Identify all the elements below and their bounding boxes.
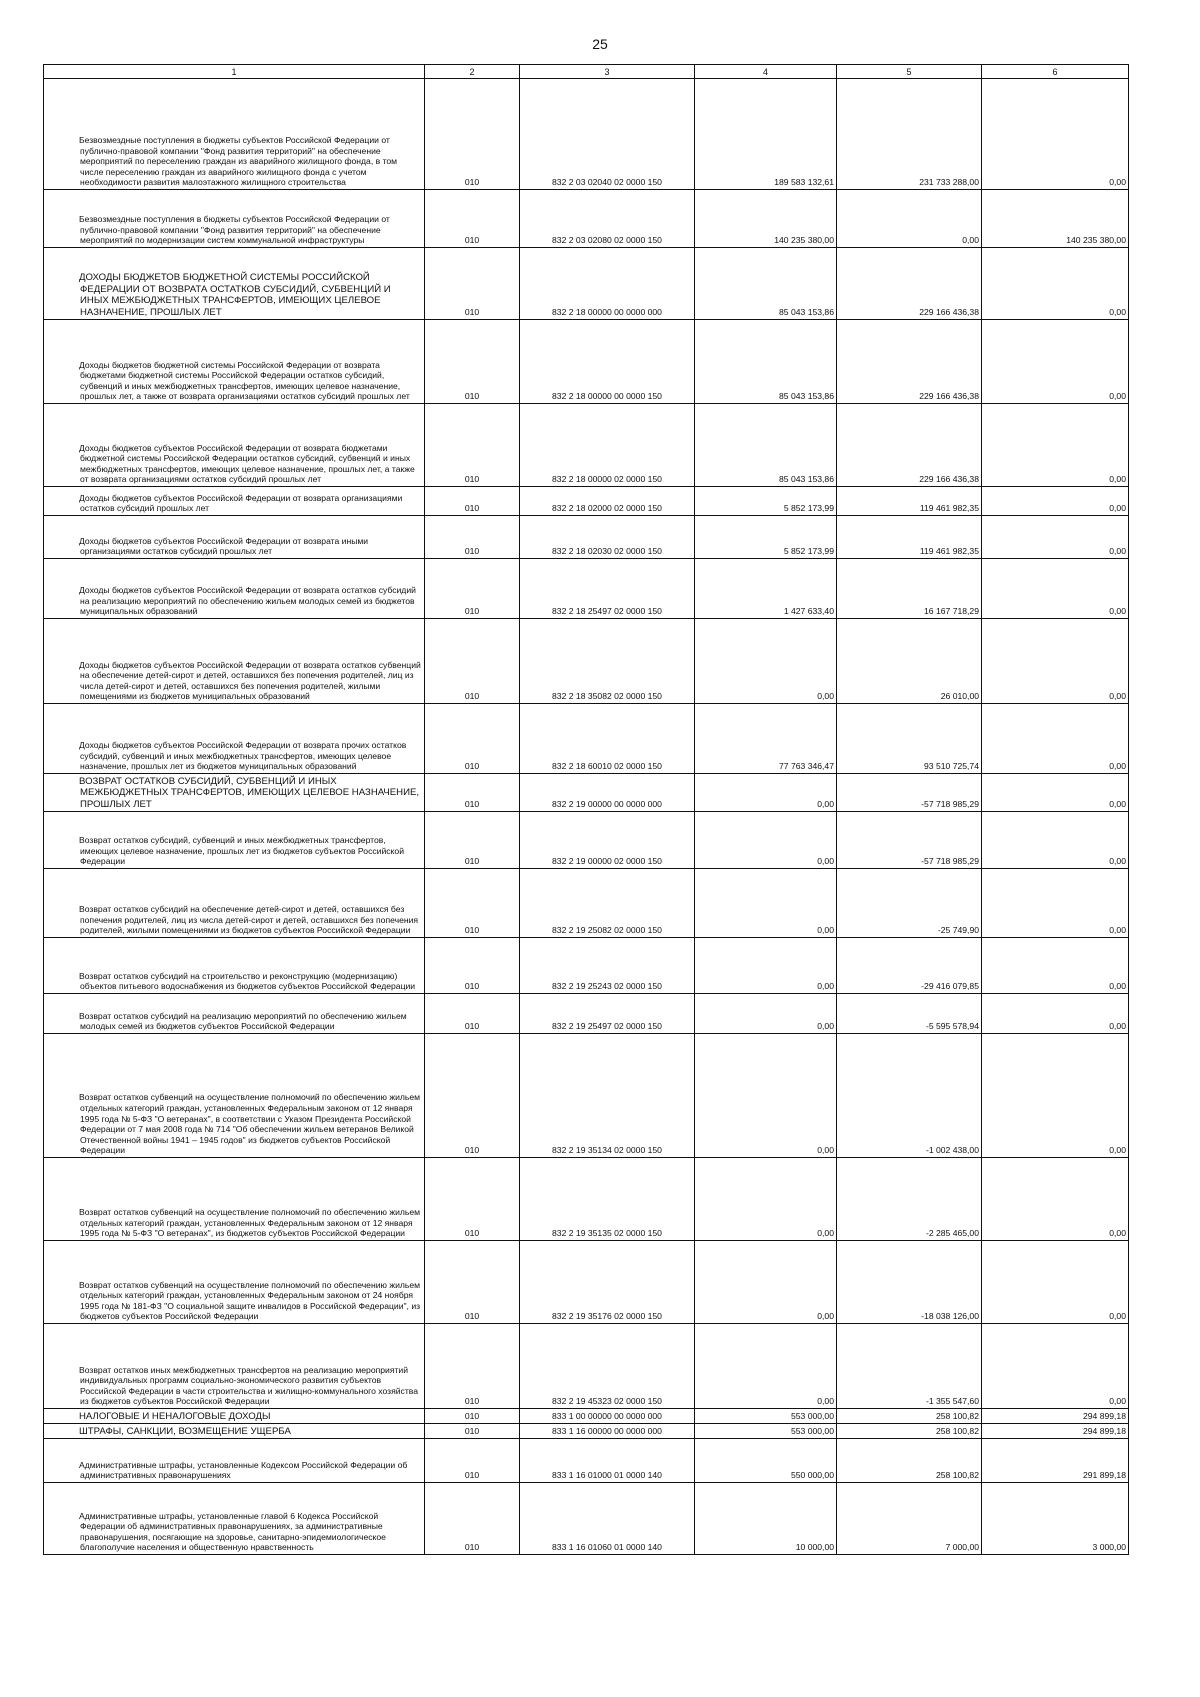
row-name-cell [44, 487, 425, 516]
row-value-col6: 0,00 [982, 619, 1129, 704]
column-header: 3 [520, 65, 695, 79]
row-name: Безвозмездные поступления в бюджеты субъектов Российской Федерации от публично-правовой компании "Фонд развития территорий" на обеспечение мероприятий по переселению граждан из аварийного жилищного фонда, в том числе переселению граждан из аварийного жилищного фонда с учетом необходимости развития малоэтажного жилищного строительства [79, 135, 398, 188]
row-code: 010 [425, 404, 520, 487]
row-value-col4: 0,00 [695, 1034, 837, 1158]
row-value-col5: 229 166 436,38 [837, 248, 982, 320]
row-name-cell [44, 812, 425, 869]
row-value-col4: 553 000,00 [695, 1424, 837, 1439]
row-value-col6: 294 899,18 [982, 1409, 1129, 1424]
row-code: 010 [425, 994, 520, 1034]
table-row [44, 79, 1129, 190]
row-value-col4: 0,00 [695, 1241, 837, 1324]
row-kbk: 833 1 16 01000 01 0000 140 [520, 1439, 695, 1483]
row-name-cell [44, 1439, 425, 1483]
row-kbk: 832 2 18 25497 02 0000 150 [520, 559, 695, 619]
row-kbk: 833 1 16 01060 01 0000 140 [520, 1483, 695, 1555]
row-value-col4: 0,00 [695, 812, 837, 869]
table-row [44, 1158, 1129, 1241]
row-kbk: 832 2 18 02000 02 0000 150 [520, 487, 695, 516]
row-name-cell [44, 994, 425, 1034]
row-code: 010 [425, 774, 520, 812]
row-code: 010 [425, 1324, 520, 1409]
row-name: Возврат остатков субвенций на осуществление полномочий по обеспечению жильем отдельных категорий граждан, установленных Федеральным законом от 12 января 1995 года № 5-ФЗ "О ветеранах", в соответствии с Указом Президента Российской Федерации от 7 мая 2008 года № 714 "Об обеспечении жильем ветеранов Великой Отечественной войны 1941 – 1945 годов" из бюджетов субъектов Российской Федерации [79, 1092, 421, 1156]
column-header: 5 [837, 65, 982, 79]
table-row [44, 248, 1129, 320]
row-value-col4: 77 763 346,47 [695, 704, 837, 774]
table-row [44, 1409, 1129, 1424]
row-value-col5: 7 000,00 [837, 1483, 982, 1555]
row-name: Возврат остатков субвенций на осуществление полномочий по обеспечению жильем отдельных категорий граждан, установленных Федеральным законом от 12 января 1995 года № 5-ФЗ "О ветеранах", из бюджетов субъектов Российской Федерации [79, 1207, 421, 1239]
row-name: Доходы бюджетов бюджетной системы Российской Федерации от возврата бюджетами бюджетной системы Российской Федерации остатков субсидий, субвенций и иных межбюджетных трансфертов, имеющих целевое назначение, прошлых лет, а также от возврата организациями остатков субсидий прошлых лет [79, 359, 410, 402]
row-value-col4: 0,00 [695, 994, 837, 1034]
row-name: Возврат остатков иных межбюджетных трансфертов на реализацию мероприятий индивидуальных программ социально-экономического развития субъектов Российской Федерации в части строительства и жилищно-коммунального хозяйства из бюджетов субъектов Российской Федерации [79, 1364, 419, 1407]
row-code: 010 [425, 812, 520, 869]
row-code: 010 [425, 516, 520, 559]
row-name: НАЛОГОВЫЕ И НЕНАЛОГОВЫЕ ДОХОДЫ [79, 1410, 271, 1422]
row-code: 010 [425, 1424, 520, 1439]
table-row [44, 704, 1129, 774]
row-kbk: 832 2 18 35082 02 0000 150 [520, 619, 695, 704]
row-kbk: 832 2 19 25082 02 0000 150 [520, 869, 695, 938]
row-value-col4: 0,00 [695, 774, 837, 812]
row-code: 010 [425, 248, 520, 320]
row-value-col5: -57 718 985,29 [837, 774, 982, 812]
row-value-col4: 0,00 [695, 869, 837, 938]
table-row [44, 619, 1129, 704]
table-row [44, 938, 1129, 994]
row-name: Возврат остатков субсидий, субвенций и иных межбюджетных трансфертов, имеющих целевое назначение, прошлых лет из бюджетов субъектов Российской Федерации [79, 835, 404, 867]
table-row [44, 1424, 1129, 1439]
row-value-col6: 0,00 [982, 516, 1129, 559]
row-name: Возврат остатков субсидий на строительство и реконструкцию (модернизацию) объектов питьевого водоснабжения из бюджетов субъектов Российской Федерации [79, 970, 416, 992]
row-name-cell [44, 1324, 425, 1409]
row-value-col6: 0,00 [982, 704, 1129, 774]
row-name-cell [44, 938, 425, 994]
row-value-col5: -1 355 547,60 [837, 1324, 982, 1409]
row-value-col5: -18 038 126,00 [837, 1241, 982, 1324]
row-kbk: 833 1 00 00000 00 0000 000 [520, 1409, 695, 1424]
row-value-col4: 0,00 [695, 938, 837, 994]
row-name-cell [44, 774, 425, 812]
row-value-col6: 0,00 [982, 1241, 1129, 1324]
row-value-col6: 140 235 380,00 [982, 190, 1129, 248]
row-kbk: 833 1 16 00000 00 0000 000 [520, 1424, 695, 1439]
row-value-col4: 10 000,00 [695, 1483, 837, 1555]
row-value-col6: 0,00 [982, 487, 1129, 516]
column-header: 2 [425, 65, 520, 79]
row-name: ДОХОДЫ БЮДЖЕТОВ БЮДЖЕТНОЙ СИСТЕМЫ РОССИЙСКОЙ ФЕДЕРАЦИИ ОТ ВОЗВРАТА ОСТАТКОВ СУБСИДИЙ, СУБВЕНЦИЙ И ИНЫХ МЕЖБЮДЖЕТНЫХ ТРАНСФЕРТОВ, ИМЕЮЩИХ ЦЕЛЕВОЕ НАЗНАЧЕНИЕ, ПРОШЛЫХ ЛЕТ [79, 272, 391, 318]
row-value-col5: -57 718 985,29 [837, 812, 982, 869]
row-value-col6: 0,00 [982, 79, 1129, 190]
row-name: Доходы бюджетов субъектов Российской Федерации от возврата остатков субсидий на реализацию мероприятий по обеспечению жильем молодых семей из бюджетов муниципальных образований [79, 585, 416, 617]
row-value-col4: 5 852 173,99 [695, 516, 837, 559]
row-value-col6: 0,00 [982, 938, 1129, 994]
row-code: 010 [425, 1409, 520, 1424]
page-number: 25 [592, 36, 608, 52]
table-row [44, 1483, 1129, 1555]
row-value-col5: -1 002 438,00 [837, 1034, 982, 1158]
row-kbk: 832 2 18 00000 00 0000 150 [520, 320, 695, 404]
table-row [44, 516, 1129, 559]
row-name-cell [44, 248, 425, 320]
row-code: 010 [425, 1158, 520, 1241]
row-value-col5: -25 749,90 [837, 869, 982, 938]
row-value-col5: 229 166 436,38 [837, 404, 982, 487]
row-code: 010 [425, 487, 520, 516]
table-row [44, 1034, 1129, 1158]
row-name: Доходы бюджетов субъектов Российской Федерации от возврата бюджетами бюджетной системы Российской Федерации остатков субсидий, субвенций и иных межбюджетных трансфертов, имеющих целевое назначение, прошлых лет, а также от возврата организациями остатков субсидий прошлых лет [79, 442, 415, 485]
row-name-cell [44, 1158, 425, 1241]
row-value-col4: 85 043 153,86 [695, 320, 837, 404]
row-name: Доходы бюджетов субъектов Российской Федерации от возврата иными организациями остатков субсидий прошлых лет [79, 535, 369, 557]
row-value-col4: 0,00 [695, 619, 837, 704]
row-code: 010 [425, 1034, 520, 1158]
row-name: ШТРАФЫ, САНКЦИИ, ВОЗМЕЩЕНИЕ УЩЕРБА [79, 1425, 291, 1437]
row-name-cell [44, 79, 425, 190]
row-code: 010 [425, 320, 520, 404]
row-value-col6: 0,00 [982, 869, 1129, 938]
table-body [44, 79, 1129, 1555]
row-code: 010 [425, 79, 520, 190]
row-value-col6: 3 000,00 [982, 1483, 1129, 1555]
row-kbk: 832 2 19 00000 00 0000 000 [520, 774, 695, 812]
row-name-cell [44, 559, 425, 619]
row-name: Административные штрафы, установленные главой 6 Кодекса Российской Федерации об административных правонарушениях, за административные правонарушения, посягающие на здоровье, санитарно-эпидемиологическое благополучие населения и общественную нравственность [79, 1510, 386, 1553]
row-code: 010 [425, 704, 520, 774]
row-value-col5: 231 733 288,00 [837, 79, 982, 190]
row-name-cell [44, 869, 425, 938]
row-kbk: 832 2 19 00000 02 0000 150 [520, 812, 695, 869]
table-row [44, 812, 1129, 869]
row-value-col5: 0,00 [837, 190, 982, 248]
row-value-col6: 0,00 [982, 812, 1129, 869]
row-value-col6: 0,00 [982, 994, 1129, 1034]
row-value-col5: -5 595 578,94 [837, 994, 982, 1034]
table-row [44, 404, 1129, 487]
row-kbk: 832 2 19 35135 02 0000 150 [520, 1158, 695, 1241]
row-name: Возврат остатков субвенций на осуществление полномочий по обеспечению жильем отдельных категорий граждан, установленных Федеральным законом от 24 ноября 1995 года № 181-ФЗ "О социальной защите инвалидов в Российской Федерации", из бюджетов субъектов Российской Федерации [79, 1279, 421, 1322]
row-value-col5: 258 100,82 [837, 1439, 982, 1483]
row-value-col5: -2 285 465,00 [837, 1158, 982, 1241]
row-value-col4: 1 427 633,40 [695, 559, 837, 619]
row-name-cell [44, 1483, 425, 1555]
row-value-col4: 140 235 380,00 [695, 190, 837, 248]
row-code: 010 [425, 190, 520, 248]
row-kbk: 832 2 18 00000 00 0000 000 [520, 248, 695, 320]
row-kbk: 832 2 19 25497 02 0000 150 [520, 994, 695, 1034]
row-kbk: 832 2 03 02040 02 0000 150 [520, 79, 695, 190]
row-name: Доходы бюджетов субъектов Российской Федерации от возврата прочих остатков субсидий, субвенций и иных межбюджетных трансфертов, имеющих целевое назначение, прошлых лет из бюджетов муниципальных образований [79, 740, 407, 772]
row-name: ВОЗВРАТ ОСТАТКОВ СУБСИДИЙ, СУБВЕНЦИЙ И ИНЫХ МЕЖБЮДЖЕТНЫХ ТРАНСФЕРТОВ, ИМЕЮЩИХ ЦЕЛЕВОЕ НАЗНАЧЕНИЕ, ПРОШЛЫХ ЛЕТ [79, 775, 420, 810]
row-value-col5: 119 461 982,35 [837, 487, 982, 516]
revenue-table [43, 64, 1129, 1555]
row-value-col5: 229 166 436,38 [837, 320, 982, 404]
table-row [44, 1439, 1129, 1483]
row-name-cell [44, 516, 425, 559]
row-code: 010 [425, 869, 520, 938]
row-code: 010 [425, 1241, 520, 1324]
table-row [44, 190, 1129, 248]
row-name: Административные штрафы, установленные Кодексом Российской Федерации об административных правонарушениях [79, 1459, 408, 1481]
table-row [44, 869, 1129, 938]
row-value-col5: 93 510 725,74 [837, 704, 982, 774]
row-name-cell [44, 190, 425, 248]
row-name-cell [44, 1409, 425, 1424]
row-value-col4: 85 043 153,86 [695, 404, 837, 487]
row-value-col4: 0,00 [695, 1158, 837, 1241]
column-header: 4 [695, 65, 837, 79]
column-header: 1 [44, 65, 425, 79]
row-kbk: 832 2 19 35134 02 0000 150 [520, 1034, 695, 1158]
table-header-row [44, 65, 1129, 79]
row-code: 010 [425, 619, 520, 704]
row-value-col6: 0,00 [982, 320, 1129, 404]
row-value-col6: 0,00 [982, 559, 1129, 619]
row-value-col5: 258 100,82 [837, 1424, 982, 1439]
row-value-col5: 26 010,00 [837, 619, 982, 704]
column-header: 6 [982, 65, 1129, 79]
table-row [44, 774, 1129, 812]
table-row [44, 559, 1129, 619]
row-value-col5: 16 167 718,29 [837, 559, 982, 619]
row-name-cell [44, 1424, 425, 1439]
row-value-col6: 0,00 [982, 1158, 1129, 1241]
row-kbk: 832 2 19 45323 02 0000 150 [520, 1324, 695, 1409]
row-value-col6: 0,00 [982, 774, 1129, 812]
row-kbk: 832 2 18 00000 02 0000 150 [520, 404, 695, 487]
table-row [44, 320, 1129, 404]
table-row [44, 487, 1129, 516]
row-code: 010 [425, 559, 520, 619]
row-code: 010 [425, 1439, 520, 1483]
row-value-col6: 0,00 [982, 1324, 1129, 1409]
row-name-cell [44, 619, 425, 704]
row-name-cell [44, 404, 425, 487]
row-value-col4: 5 852 173,99 [695, 487, 837, 516]
row-name-cell [44, 704, 425, 774]
row-value-col4: 189 583 132,61 [695, 79, 837, 190]
table-row [44, 994, 1129, 1034]
row-kbk: 832 2 19 35176 02 0000 150 [520, 1241, 695, 1324]
row-value-col4: 0,00 [695, 1324, 837, 1409]
row-code: 010 [425, 1483, 520, 1555]
table-row [44, 1241, 1129, 1324]
row-name-cell [44, 320, 425, 404]
row-value-col6: 0,00 [982, 248, 1129, 320]
row-code: 010 [425, 938, 520, 994]
row-name: Безвозмездные поступления в бюджеты субъектов Российской Федерации от публично-правовой компании "Фонд развития территорий" на обеспечение мероприятий по модернизации систем коммунальной инфраструктуры [79, 214, 390, 246]
row-value-col4: 550 000,00 [695, 1439, 837, 1483]
row-value-col4: 85 043 153,86 [695, 248, 837, 320]
row-value-col6: 294 899,18 [982, 1424, 1129, 1439]
row-kbk: 832 2 18 02030 02 0000 150 [520, 516, 695, 559]
table-row [44, 1324, 1129, 1409]
row-name: Возврат остатков субсидий на обеспечение детей-сирот и детей, оставшихся без попечения родителей, лиц из числа детей-сирот и детей, оставшихся без попечения родителей, жилыми помещениями из бюджетов субъектов Российской Федерации [79, 904, 419, 936]
row-name-cell [44, 1241, 425, 1324]
row-value-col5: 119 461 982,35 [837, 516, 982, 559]
row-value-col5: -29 416 079,85 [837, 938, 982, 994]
row-name: Возврат остатков субсидий на реализацию мероприятий по обеспечению жильем молодых семей из бюджетов субъектов Российской Федерации [79, 1010, 407, 1032]
row-name: Доходы бюджетов субъектов Российской Федерации от возврата остатков субвенций на обеспечение детей-сирот и детей, оставшихся без попечения родителей, лиц из числа детей-сирот и детей, оставшихся без попечения родителей, жилыми помещениями из бюджетов муниципальных образований [79, 659, 421, 702]
row-value-col6: 0,00 [982, 1034, 1129, 1158]
row-value-col5: 258 100,82 [837, 1409, 982, 1424]
row-kbk: 832 2 19 25243 02 0000 150 [520, 938, 695, 994]
row-value-col4: 553 000,00 [695, 1409, 837, 1424]
row-name: Доходы бюджетов субъектов Российской Федерации от возврата организациями остатков субсидий прошлых лет [79, 492, 403, 514]
row-kbk: 832 2 03 02080 02 0000 150 [520, 190, 695, 248]
row-kbk: 832 2 18 60010 02 0000 150 [520, 704, 695, 774]
row-value-col6: 291 899,18 [982, 1439, 1129, 1483]
row-name-cell [44, 1034, 425, 1158]
row-value-col6: 0,00 [982, 404, 1129, 487]
